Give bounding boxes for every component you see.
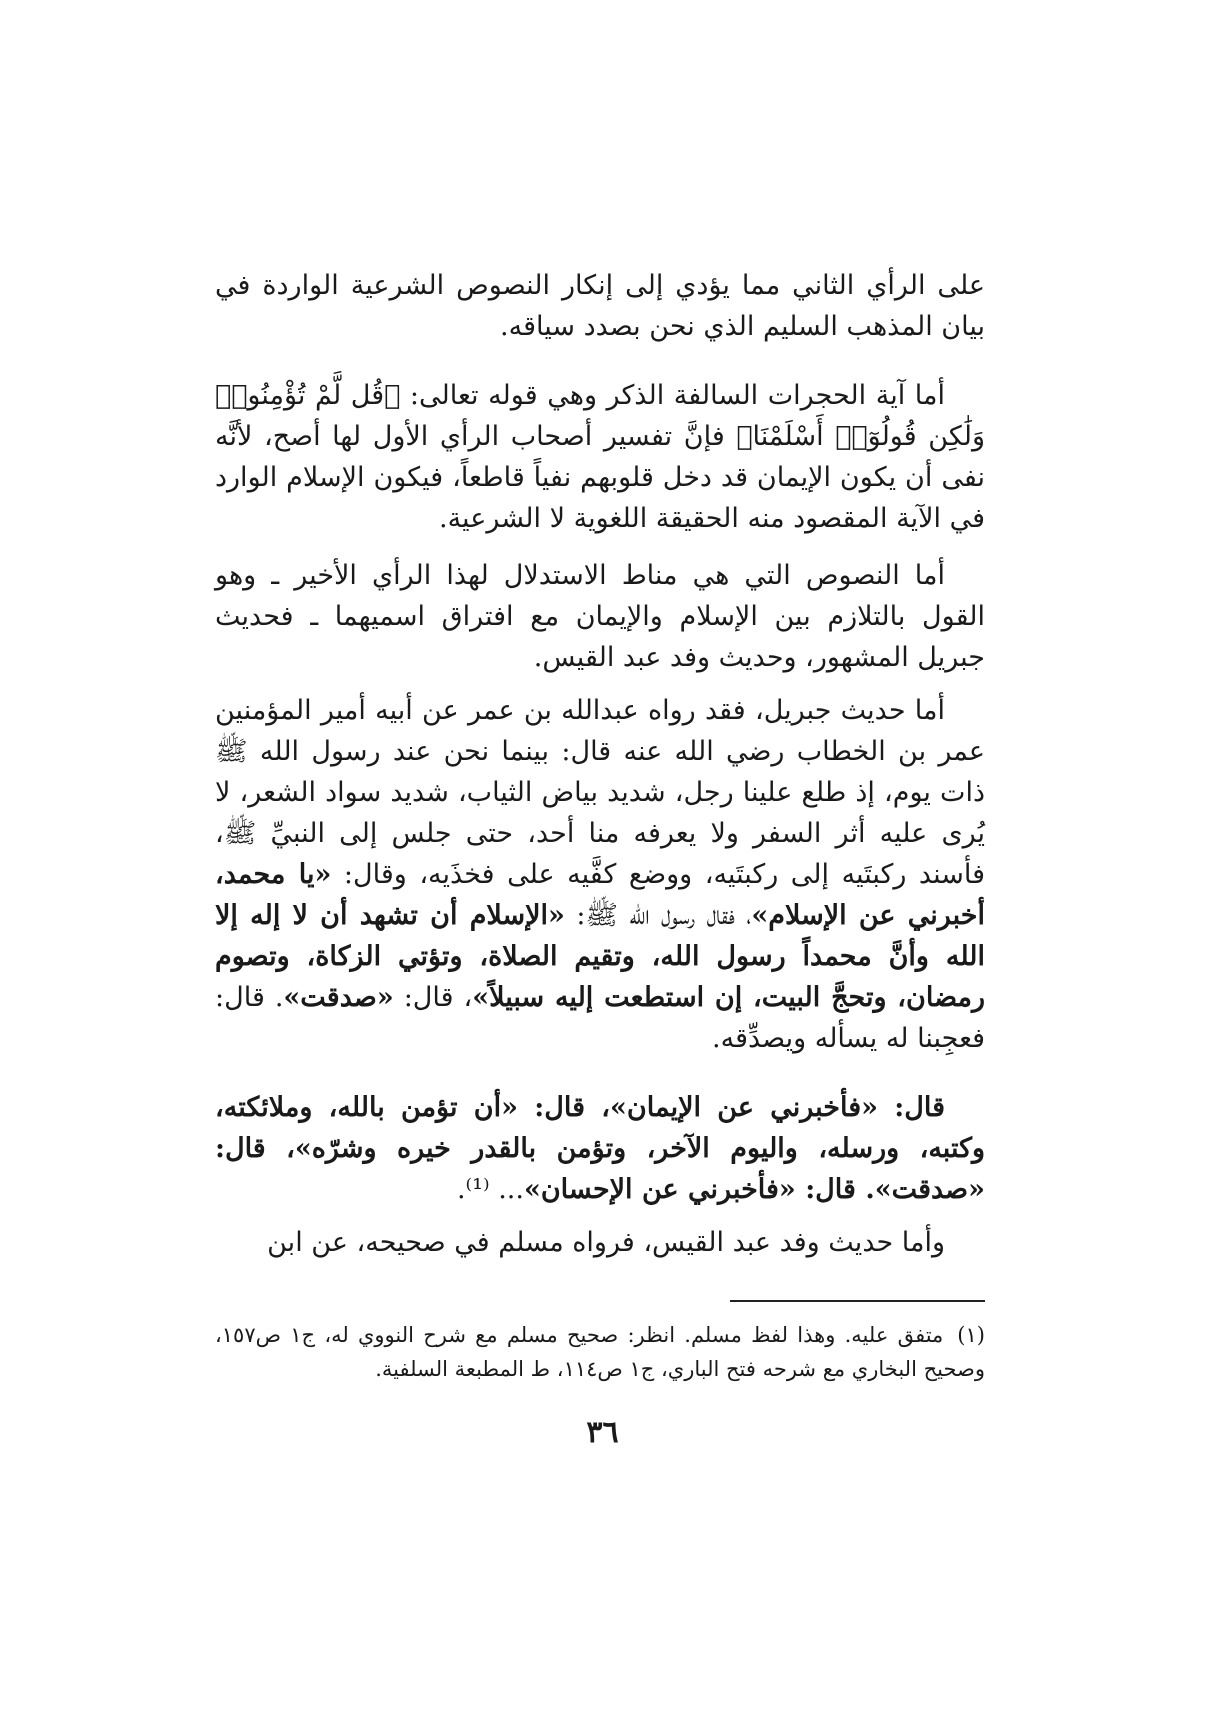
paragraph-2-text: أما آية الحجرات السالفة الذكر وهي قوله تعالى: ﴿قُل لَّمْ تُؤْمِنُوا۟ وَلَٰكِن قُولُوٓا۟ أَسْلَمْنَا﴾ فإنَّ تفسير أصحاب الرأي الأول لها أصح، لأنَّه نفى أن يكون الإيمان قد دخل قلوبهم نفياً قاطعاً، فيكون الإسلام الوارد في الآية المقصود منه الحقيقة اللغوية لا الشرعية.	[215, 380, 986, 534]
footnote-separator	[730, 1300, 985, 1302]
paragraph-3-text: أما النصوص التي هي مناط الاستدلال لهذا الرأي الأخير ـ وهو القول بالتلازم بين الإسلام والإيمان مع افتراق اسميهما ـ فحديث جبريل المشهور، وحديث وفد عبد القيس.	[215, 560, 985, 673]
hadith-quote-bold: «صدقت»	[283, 982, 394, 1013]
hadith-narration-text: ، قال:	[518, 1092, 611, 1123]
hadith-quote-bold: «فأخبرني عن الإحسان»	[523, 1174, 796, 1205]
paragraph-5-text	[215, 1087, 985, 1210]
paragraph-6	[215, 1222, 985, 1263]
hadith-narration-text: . قال: فعجِبنا له يسأله ويصدِّقه.	[215, 982, 985, 1054]
footnote-reference: ... ⁽¹⁾.	[456, 1174, 524, 1205]
hadith-narration-text: قال:	[877, 1092, 945, 1123]
hadith-narration-text: . قال:	[795, 1174, 875, 1205]
hadith-narration-text: ، قال:	[215, 1133, 295, 1164]
paragraph-2	[215, 375, 985, 539]
hadith-narration-text: ، فقال رسول الله ﷺ:	[564, 900, 752, 931]
hadith-quote-bold: «فأخبرني عن الإيمان»	[610, 1092, 878, 1123]
hadith-quote-bold: «أن تؤمن بالله، وملائكته، وكتبه، ورسله، واليوم الآخر، وتؤمن بالقدر خيره وشرّه»	[215, 1092, 985, 1164]
paragraph-1-text: على الرأي الثاني مما يؤدي إلى إنكار النصوص الشرعية الواردة في بيان المذهب السليم الذي نحن بصدد سياقه.	[215, 270, 985, 342]
footnote-text: متفق عليه. وهذا لفظ مسلم. انظر: صحيح مسلم مع شرح النووي له، ج١ ص١٥٧، وصحيح البخاري مع شرحه فتح الباري، ج١ ص١١٤، ط المطبعة السلفية.	[215, 1323, 985, 1381]
paragraph-6-text: وأما حديث وفد عبد القيس، فرواه مسلم في صحيحه، عن ابن	[267, 1227, 945, 1258]
footnote	[215, 1318, 985, 1386]
paragraph-5	[215, 1087, 985, 1210]
hadith-narration-text: أما حديث جبريل، فقد رواه عبدالله بن عمر عن أبيه أمير المؤمنين عمر بن الخطاب رضي الله عنه قال: بينما نحن عند رسول الله ﷺ ذات يوم، إذ طلع علينا رجل، شديد بياض الثياب، شديد سواد الشعر، لا يُرى عليه أثر السفر ولا يعرفه منا أحد، حتى جلس إلى النبيِّ ﷺ، فأسند ركبتَيه إلى ركبتَيه، ووضع كفَّيه على فخذَيه، وقال:	[215, 695, 985, 890]
hadith-quote-bold: «يا محمد، أخبرني عن الإسلام»	[215, 859, 985, 931]
paragraph-4	[215, 690, 985, 1059]
hadith-quote-bold: «صدقت»	[874, 1174, 985, 1205]
paragraph-4-text	[215, 690, 985, 1059]
page-number: ٣٦	[586, 1415, 619, 1450]
paragraph-1	[215, 265, 985, 347]
hadith-quote-bold: «الإسلام أن تشهد أن لا إله إلا الله وأنَّ محمداً رسول الله، وتقيم الصلاة، وتؤتي الزكاة، وتصوم رمضان، وتحجَّ البيت، إن استطعت إليه سبيلاً»	[215, 900, 985, 1013]
hadith-narration-text: ، قال:	[393, 982, 473, 1013]
paragraph-3	[215, 555, 985, 678]
footnote-number: (١)	[957, 1323, 985, 1347]
